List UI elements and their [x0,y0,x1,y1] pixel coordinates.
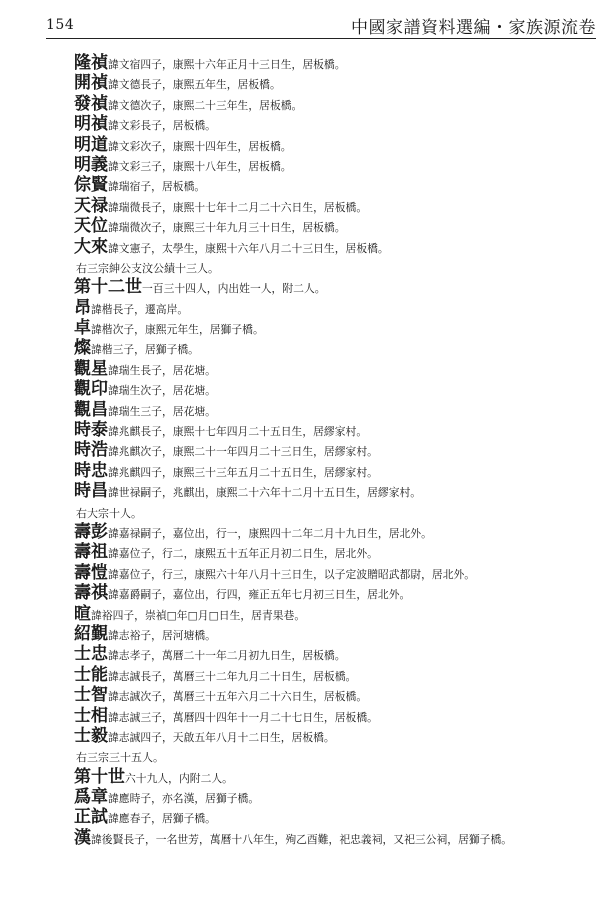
person-detail: 諱兆麒四子，康熙三十三年五月二十五日生，居繆家村。 [108,465,378,479]
person-name: 明義 [74,154,108,175]
person-name: 壽彭 [74,521,108,542]
running-title: 中國家譜資料選編・家族源流卷 [351,18,596,38]
person-name: 觀星 [74,358,108,379]
person-detail: 諱志誠次子，萬曆三十五年六月二十六日生，居板橋。 [108,690,368,704]
person-detail: 諱兆麒次子，康熙二十一年四月二十三日生，居繆家村。 [108,445,378,459]
person-detail: 諱文彩次子，康熙十四年生，居板橋。 [108,139,292,153]
genealogy-entry [74,807,594,827]
person-name: 時忠 [74,460,108,481]
person-detail: 諱志誠長子，萬曆三十二年九月二十日生，居板橋。 [108,669,357,683]
person-name: 壽愷 [74,562,108,583]
genealogy-entry [74,787,594,807]
person-name: 時浩 [74,440,108,461]
person-detail: 諱志裕子，居河塘橋。 [108,628,216,642]
person-name: 壽祺 [74,583,108,604]
section-summary [74,257,594,277]
person-name: 暄 [74,603,91,624]
person-detail: 諱瑞生三子，居花塘。 [108,404,216,418]
genealogy-entry [74,114,594,134]
person-name: 士智 [74,685,108,706]
person-detail: 諱楷長子，遷高岸。 [91,302,189,316]
person-detail: 諱瑞宿子，居板橋。 [108,180,206,194]
genealogy-entry [74,583,594,603]
genealogy-entry [74,400,594,420]
summary-text: 右三宗三十五人。 [76,751,164,765]
person-detail: 諱楷次子，康熙元年生，居獅子橋。 [91,323,264,337]
genealogy-entry [74,298,594,318]
person-name: 觀印 [74,379,108,400]
person-name: 明道 [74,134,108,155]
person-name: 士忠 [74,644,108,665]
genealogy-entry [74,379,594,399]
summary-text: 右三宗紳公支汶公績十三人。 [76,261,219,275]
page-header [46,12,596,39]
person-detail: 諱嘉爵嗣子，嘉位出，行四，雍正五年七月初三日生，居北外。 [108,588,411,602]
section-summary [74,746,594,766]
person-name: 正試 [74,807,108,828]
person-name: 士相 [74,705,108,726]
genealogy-entry [74,563,594,583]
person-name: 壽祖 [74,542,108,563]
genealogy-entry [74,542,594,562]
genealogy-entry [74,196,594,216]
genealogy-entry [74,828,594,848]
genealogy-entry [74,53,594,73]
genealogy-entry [74,481,594,501]
person-name: 昂 [74,297,91,318]
person-detail: 諱志孝子，萬曆二十一年二月初九日生，居板橋。 [108,649,346,663]
person-detail: 諱文宿四子，康熙十六年正月十三日生，居板橋。 [108,58,346,71]
genealogy-entry [74,318,594,338]
person-detail: 諱裕四子，崇禎□年□月□日生，居青果巷。 [91,608,306,622]
person-detail: 諱瑞微長子，康熙十七年十二月二十六日生，居板橋。 [108,200,368,214]
genealogy-entry [74,73,594,93]
genealogy-entry [74,440,594,460]
genealogy-entry [74,420,594,440]
person-name: 天位 [74,216,108,237]
person-detail: 諱志誠三子，萬曆四十四年十一月二十七日生，居板橋。 [108,710,378,724]
person-name: 開禎 [74,73,108,94]
genealogy-entry [74,359,594,379]
person-detail: 諱瑞生次子，居花塘。 [108,384,216,398]
genealogy-entry [74,175,594,195]
person-detail: 諱文彩三子，康熙十八年生，居板橋。 [108,159,292,173]
genealogy-entry [74,155,594,175]
summary-text: 右大宗十人。 [76,506,142,520]
person-detail: 諱文德長子，康熙五年生，居板橋。 [108,78,281,92]
generation-count: 一百三十四人，内出姓一人，附二人。 [142,282,326,296]
genealogy-entry [74,685,594,705]
person-detail: 諱瑞微次子，康熙三十年九月三十日生，居板橋。 [108,221,346,235]
genealogy-entry [74,216,594,236]
person-detail: 諱嘉位子，行二，康熙五十五年正月初二日生，居北外。 [108,547,378,561]
person-name: 士毅 [74,725,108,746]
person-detail: 諱志誠四子，天啟五年八月十二日生，居板橋。 [108,730,335,744]
person-detail: 諱楷三子，居獅子橋。 [91,343,199,357]
person-name: 紹覲 [74,623,108,644]
person-name: 天禄 [74,195,108,216]
genealogy-entry [74,665,594,685]
person-name: 明禎 [74,114,108,135]
genealogy-entry [74,726,594,746]
generation-heading [74,767,594,787]
generation-title: 第十二世 [74,277,142,298]
person-detail: 諱世禄嗣子，兆麒出，康熙二十六年十二月十五日生，居繆家村。 [108,486,422,500]
person-detail: 諱文憲子，太學生，康熙十六年八月二十三日生，居板橋。 [108,241,389,255]
person-detail: 諱文彩長子，居板橋。 [108,119,216,133]
person-detail: 諱應春子，居獅子橋。 [108,812,216,826]
generation-count: 六十九人，内附二人。 [125,771,233,785]
person-detail: 諱嘉位子，行三，康熙六十年八月十三日生，以子定波贈昭武都尉，居北外。 [108,567,476,581]
section-summary [74,502,594,522]
genealogy-entry [74,135,594,155]
page-number: 154 [46,17,75,33]
person-name: 觀昌 [74,399,108,420]
genealogy-entry [74,461,594,481]
person-detail: 諱應時子，亦名漢，居獅子橋。 [108,792,260,806]
person-name: 士能 [74,664,108,685]
person-name: 時昌 [74,481,108,502]
person-detail: 諱後賢長子，一名世芳，萬曆十八年生，殉乙酉難，祀忠義祠，又祀三公祠，居獅子橋。 [91,832,513,846]
person-name: 卓 [74,318,91,339]
genealogy-entry [74,706,594,726]
generation-heading [74,277,594,297]
person-name: 發禎 [74,93,108,114]
genealogy-body [74,53,594,848]
person-detail: 諱文德次子，康熙二十三年生，居板橋。 [108,98,303,112]
genealogy-entry [74,237,594,257]
person-name: 倧賢 [74,175,108,196]
generation-title: 第十世 [74,766,125,787]
genealogy-entry [74,338,594,358]
person-name: 爲章 [74,787,108,808]
person-detail: 諱瑞生長子，居花塘。 [108,363,216,377]
genealogy-entry [74,644,594,664]
genealogy-entry [74,604,594,624]
genealogy-entry [74,522,594,542]
genealogy-entry [74,94,594,114]
person-name: 時泰 [74,420,108,441]
genealogy-entry [74,624,594,644]
person-name: 隆禎 [74,53,108,73]
person-name: 大來 [74,236,108,257]
person-detail: 諱嘉禄嗣子，嘉位出，行一，康熙四十二年二月十九日生，居北外。 [108,526,432,540]
person-name: 燦 [74,338,91,359]
person-detail: 諱兆麒長子，康熙十七年四月二十五日生，居繆家村。 [108,425,368,439]
person-name: 漢 [74,827,91,848]
